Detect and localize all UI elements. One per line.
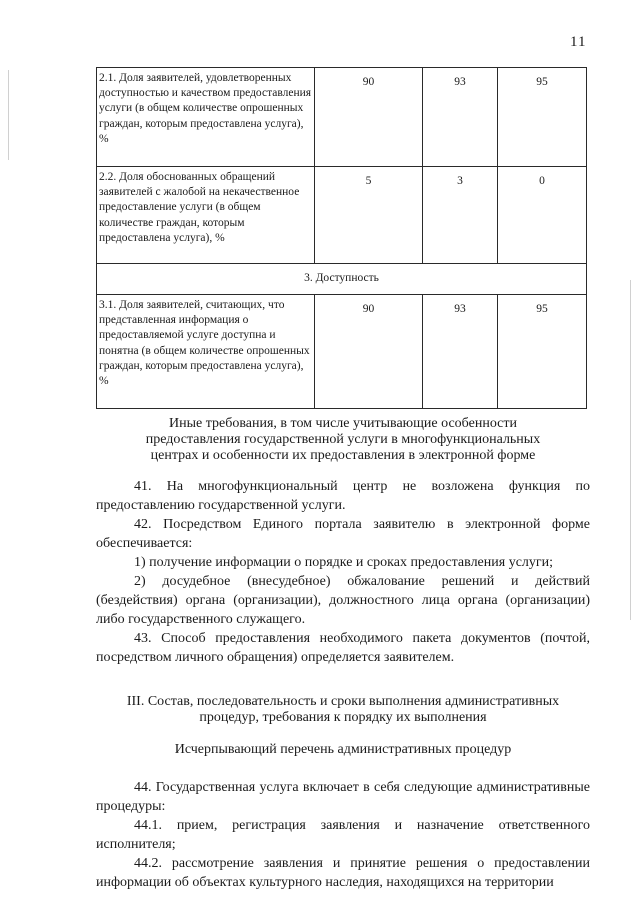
table-row: [97, 295, 587, 409]
paragraph-42-1: 1) получение информации о порядке и сроках предоставления услуги;: [134, 555, 554, 570]
paragraph-43: 43. Способ предоставления необходимого пакета документов (почтой, посредством личного обращения) определяется заявителем.: [96, 631, 590, 665]
indicator-value: 5: [315, 167, 423, 264]
indicator-value: 95: [498, 295, 587, 409]
page-number: 11: [570, 34, 587, 50]
table-row: [97, 167, 587, 264]
paragraph-44: 44. Государственная услуга включает в себя следующие административные процедуры:: [96, 780, 590, 814]
indicator-value: 0: [498, 167, 587, 264]
paragraph-44-2: 44.2. рассмотрение заявления и принятие решения о предоставлении информации об объектах культурного наследия, находящихся на территории: [96, 856, 590, 890]
right-margin-mark: [630, 280, 631, 620]
chapter-heading-3: III. Состав, последовательность и сроки выполнения административных процедур, требования к порядку их выполнения: [126, 694, 560, 725]
indicator-value: 90: [315, 68, 423, 167]
indicator-value: 3: [423, 167, 498, 264]
subheading-procedures-list: Исчерпывающий перечень административных процедур: [174, 742, 512, 757]
paragraph-41: 41. На многофункциональный центр не возложена функция по предоставлению государственной услуги.: [96, 479, 590, 513]
indicator-label: 2.1. Доля заявителей, удовлетворенных доступностью и качеством предоставления услуги (в общем количестве опрошенных граждан, которым предоставлена услуга), %: [97, 68, 315, 167]
left-margin-mark: [8, 70, 9, 160]
indicator-value: 95: [498, 68, 587, 167]
indicator-label: 2.2. Доля обоснованных обращений заявителей с жалобой на некачественное предоставление услуги (в общем количестве граждан, которым предоставлена услуга), %: [97, 167, 315, 264]
indicator-value: 93: [423, 68, 498, 167]
table-row: [97, 68, 587, 167]
indicator-value: 93: [423, 295, 498, 409]
table-section-row: [97, 264, 587, 295]
paragraph-42: 42. Посредством Единого портала заявителю в электронной форме обеспечивается:: [96, 517, 590, 551]
section-heading-other-requirements: Иные требования, в том числе учитывающие особенности предоставления государственной услуги в многофункциональных центрах и особенности их предоставления в электронной форме: [145, 416, 541, 463]
indicator-value: 90: [315, 295, 423, 409]
paragraph-42-2: 2) досудебное (внесудебное) обжалование решений и действий (бездействия) органа (организации), должностного лица органа (организации) либо государственного служащего.: [96, 574, 590, 627]
indicators-table: [96, 67, 587, 409]
paragraph-44-1: 44.1. прием, регистрация заявления и назначение ответственного исполнителя;: [96, 818, 590, 852]
indicator-label: 3.1. Доля заявителей, считающих, что представленная информация о предоставляемой услуге доступна и понятна (в общем количестве опрошенных граждан, которым предоставлена услуга), %: [97, 295, 315, 409]
section-title: 3. Доступность: [97, 264, 587, 295]
